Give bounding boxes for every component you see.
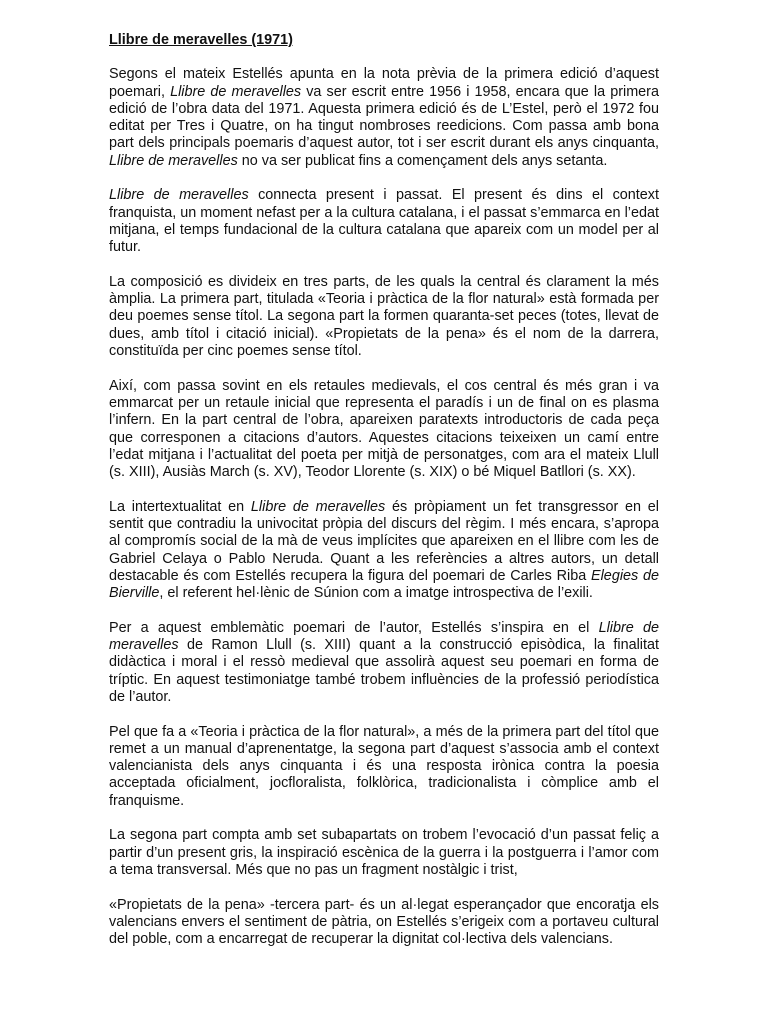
paragraph: [109, 66, 659, 170]
paragraph: [109, 620, 659, 706]
text-segment: Segons el mateix Estellés apunta en la nota prèvia de la primera edició d’aquest poemari,: [109, 66, 659, 100]
paragraph: [109, 378, 659, 482]
text-segment: «Propietats de la pena» -tercera part- és un al·legat esperançador que encoratja els valencians envers el sentiment de pàtria, on Estellés s’erigeix com a portaveu cultural del poble, com a encarregat de recuperar la dignitat col·lectiva dels valencians.: [109, 896, 659, 948]
italic-title-segment: Elegies de Bierville: [109, 567, 659, 602]
paragraph: [109, 499, 659, 603]
italic-title-segment: Llibre de meravelles: [109, 619, 660, 654]
text-segment: La composició es divideix en tres parts, de les quals la central és clarament la més àmplia. La primera part, titulada «Teoria i pràctica de la flor natural» està formada per deu poemes sense títol. La segona part la formen quaranta-set peces (totes, llevat de dues, amb títol i citació inicial). «Propietats de la pena» és el nom de la darrera, constituïda per cinc poemes sense títol.: [109, 273, 659, 360]
paragraph: [109, 187, 659, 256]
document-body: [109, 66, 659, 948]
text-segment: La intertextualitat en: [109, 498, 251, 515]
italic-title-segment: Llibre de meravelles: [170, 83, 302, 100]
italic-title-segment: Llibre de meravelles: [250, 498, 386, 515]
text-segment: Per a aquest emblemàtic poemari de l’autor, Estellés s’inspira en el: [109, 619, 599, 636]
paragraph: [109, 897, 659, 949]
paragraph: [109, 274, 659, 360]
text-segment: és pròpiament un fet transgressor en el sentit que contradiu la univocitat pròpia del discurs del règim. I més encara, s’apropa al compromís social de la mà de veus implícites que apareixen en el llibre com les de Gabriel Celaya o Pablo Neruda. Quant a les referències a altres autors, un detall destacable és com Estellés recupera la figura del poemari de Carles Riba: [109, 498, 660, 584]
paragraph: [109, 724, 659, 810]
text-segment: Així, com passa sovint en els retaules medievals, el cos central és més gran i va emmarcat per un retaule inicial que representa el paradís i un de final on es plasma l’infern. En la part central de l’obra, apareixen paratexts introductoris de cada peça que corresponen a citacions d’autors. Aquestes citacions teixeixen un camí entre l’edat mitjana i l’actualitat del poeta per mitjà de personatges, com ara el mateix Llull (s. XIII), Ausiàs March (s. XV), Teodor Llorente (s. XIX) o bé Miquel Batllori (s. XX).: [109, 377, 659, 481]
text-segment: , el referent hel·lènic de Súnion com a imatge introspectiva de l’exili.: [159, 585, 593, 602]
text-segment: de Ramon Llull (s. XIII) quant a la construcció episòdica, la finalitat didàctica i moral i el ressò medieval que assolirà aquest seu poemari en forma de tríptic. En aquest testimoniatge també trobem influències de la professió periodística de l’autor.: [109, 637, 659, 705]
text-segment: va ser escrit entre 1956 i 1958, encara que la primera edició de l’obra data del 1971. Aquesta primera edició és de L’Estel, però el 1972 fou editat per Tres i Quatre, on ha tingut nombroses reedicions. Com passa amb bona part dels principals poemaris d’aquest autor, tot i ser escrit durant els anys cinquanta,: [109, 83, 659, 152]
text-segment: Pel que fa a «Teoria i pràctica de la flor natural», a més de la primera part del títol que remet a un manual d’aprenentatge, la segona part d’aquest s’associa amb el context valencianista dels anys cinquanta i és una resposta irònica contra la poesia acceptada oficialment, jocfloralista, folklòrica, tradicionalista i còmplice amb el franquisme.: [109, 723, 659, 809]
paragraph: [109, 827, 659, 879]
text-segment: La segona part compta amb set subapartats on trobem l’evocació d’un passat feliç a partir d’un present gris, la inspiració escènica de la guerra i la postguerra i l’amor com a tema transversal. Més que no pas un fragment nostàlgic i trist,: [109, 827, 659, 878]
italic-title-segment: Llibre de meravelles: [109, 187, 249, 204]
document-title: Llibre de meravelles (1971): [109, 32, 293, 48]
text-segment: no va ser publicat fins a començament dels anys setanta.: [237, 152, 608, 169]
text-segment: connecta present i passat. El present és dins el context franquista, un moment nefast per a la cultura catalana, i el passat s’emmarca en l’edat mitjana, el temps fundacional de la cultura catalana que apareix com un model per al futur.: [109, 187, 659, 256]
italic-title-segment: Llibre de meravelles: [109, 152, 238, 169]
document-page: [109, 32, 659, 966]
